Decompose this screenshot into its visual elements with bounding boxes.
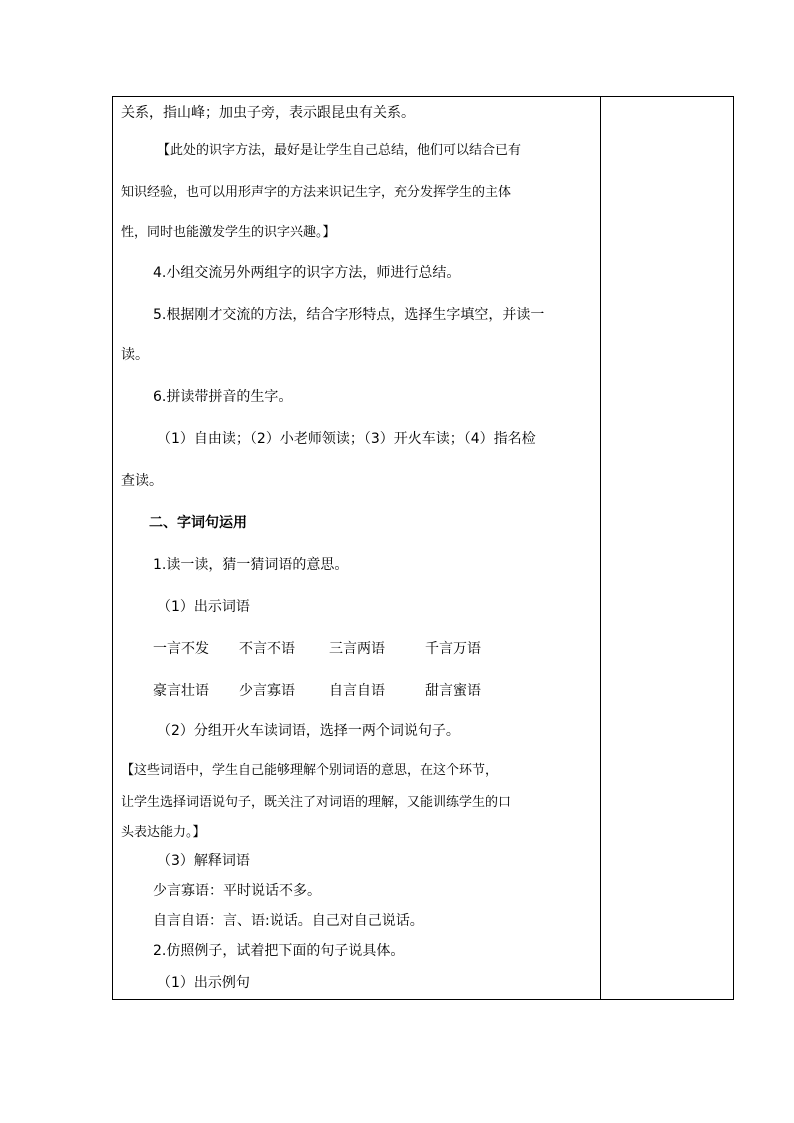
teaching-note: 头表达能力。】 (121, 825, 206, 840)
word-item: 甜言蜜语 (425, 683, 481, 699)
text-line: 4.小组交流另外两组字的识字方法，师进行总结。 (153, 265, 461, 281)
text-line: （1）出示例句 (157, 975, 250, 991)
word-item: 不言不语 (239, 641, 295, 657)
word-item: 千言万语 (425, 641, 481, 657)
word-item: 一言不发 (153, 641, 209, 657)
text-line: （3）解释词语 (157, 853, 250, 869)
teaching-note: 让学生选择词语说句子，既关注了对词语的理解，又能训练学生的口 (121, 795, 512, 810)
text-line: 自言自语：言、语:说话。自己对自己说话。 (153, 913, 424, 929)
text-line: （1）出示词语 (157, 599, 250, 615)
lesson-table (112, 96, 734, 1000)
section-heading: 二、字词句运用 (149, 515, 247, 531)
text-line: 少言寡语：平时说话不多。 (153, 883, 321, 899)
text-line: 6.拼读带拼音的生字。 (153, 389, 293, 405)
text-line: （2）分组开火车读词语，选择一两个词说句子。 (157, 723, 460, 739)
text-line: 2.仿照例子，试着把下面的句子说具体。 (153, 943, 405, 959)
teaching-note: 【此处的识字方法，最好是让学生自己总结，他们可以结合已有 (157, 143, 522, 158)
column-divider (600, 97, 601, 999)
teaching-note: 性，同时也能激发学生的识字兴趣。】 (121, 225, 336, 240)
word-item: 豪言壮语 (153, 683, 209, 699)
text-line: （1）自由读；（2）小老师领读；（3）开火车读；（4）指名检 (157, 431, 536, 447)
teaching-note: 知识经验，也可以用形声字的方法来识记生字，充分发挥学生的主体 (121, 185, 512, 200)
text-line: 关系，指山峰；加虫子旁，表示跟昆虫有关系。 (121, 105, 415, 121)
text-line: 1.读一读，猜一猜词语的意思。 (153, 557, 349, 573)
word-item: 自言自语 (329, 683, 385, 699)
word-item: 少言寡语 (239, 683, 295, 699)
word-row (153, 641, 481, 657)
text-line: 读。 (121, 347, 149, 363)
text-line: 5.根据刚才交流的方法，结合字形特点，选择生字填空，并读一 (153, 307, 545, 323)
word-item: 三言两语 (329, 641, 385, 657)
word-row (153, 683, 481, 699)
text-line: 查读。 (121, 473, 163, 489)
teaching-note: 【这些词语中，学生自己能够理解个别词语的意思，在这个环节， (121, 763, 499, 778)
